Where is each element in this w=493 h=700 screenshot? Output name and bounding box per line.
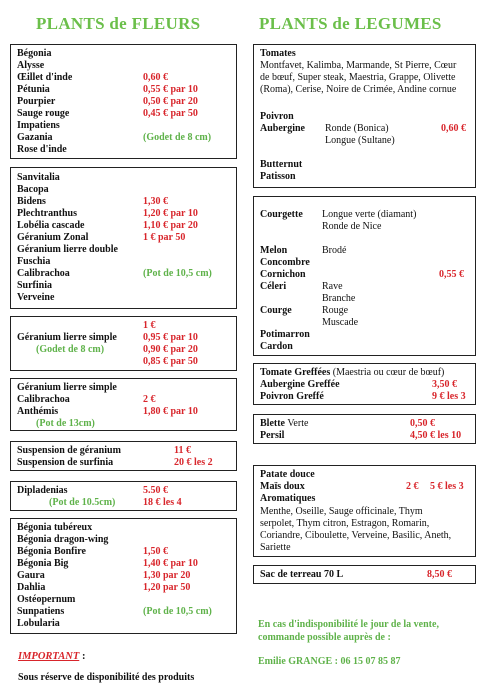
list-item: Patisson [260, 171, 296, 182]
box-terreau [253, 565, 476, 584]
list-item [260, 367, 444, 379]
box-fleurs-pot [10, 167, 237, 309]
price: 0,60 € [441, 123, 466, 134]
price: 1,80 € par 10 [143, 406, 198, 417]
list-item: Tomates [260, 48, 296, 59]
price: 1,20 € par 10 [143, 208, 198, 219]
price: 1,20 par 50 [143, 582, 191, 593]
header-legumes: PLANTS de LEGUMES [259, 14, 442, 33]
variety-line: Branche [322, 293, 356, 304]
price: 11 € [174, 445, 191, 456]
list-item: Sanvitalia [17, 172, 60, 183]
availability-disclaimer: Sous réserve de disponibilité des produits [18, 672, 195, 683]
list-item: Suspension de géranium [17, 445, 121, 456]
variety-line: Rave [322, 281, 343, 292]
list-item: Bégonia Big [17, 558, 69, 569]
variety-line: Longue (Sultane) [325, 135, 395, 146]
box-cucurbitacees [253, 196, 476, 356]
box-tomates [253, 44, 476, 188]
variety-line: (Maestria ou cœur de bœuf) [330, 367, 445, 378]
variety-line: Rouge [322, 305, 349, 316]
list-item: Bidens [17, 196, 46, 207]
list-item: Lobélia cascade [17, 220, 85, 231]
price: 20 € les 2 [174, 457, 213, 468]
list-item: Suspension de surfinia [17, 457, 114, 468]
variety-line: Montfavet, Kalimba, Marmande, St Pierre, Cœur [260, 60, 457, 71]
price: 1,30 € [143, 196, 168, 207]
box-suspensions [10, 441, 237, 471]
price: 0,85 € par 50 [143, 356, 198, 367]
variety-line: Ronde (Bonica) [325, 123, 389, 134]
list-item: Géranium Zonal [17, 232, 89, 243]
price: 5.50 € [143, 485, 168, 496]
list-item: Patate douce [260, 469, 315, 480]
box-aromatiques [253, 465, 476, 557]
list-item: Géranium lierre double [17, 244, 118, 255]
important-colon: : [82, 651, 86, 662]
list-item: Gaura [17, 570, 45, 581]
availability-note-line1: En cas d'indisponibilité le jour de la vente, [258, 619, 439, 630]
variety-line: (Roma), Cerise, Noire de Crimée, Andine cornue [260, 84, 457, 95]
list-item: Lobularia [17, 618, 60, 629]
price: 0,55 € [439, 269, 464, 280]
price: 18 € les 4 [143, 497, 182, 508]
price: 1,40 € par 10 [143, 558, 198, 569]
box-begonias [10, 518, 237, 634]
list-item [260, 418, 308, 430]
list-item: Aromatiques [260, 493, 316, 504]
price: 2 € [143, 394, 156, 405]
variety-line: Brodé [322, 245, 347, 256]
list-item: Aubergine [260, 123, 305, 134]
price: 0,60 € [143, 72, 168, 83]
contact-phone: Emilie GRANGE : 06 15 07 85 87 [258, 656, 401, 667]
pot-size-note: (Pot de 10,5 cm) [143, 606, 212, 617]
list-item: Dahlia [17, 582, 46, 593]
list-item: Surfinia [17, 280, 53, 291]
list-item: Courgette [260, 209, 303, 220]
list-item: Œillet d'inde [17, 72, 73, 83]
important-label: IMPORTANT [18, 651, 80, 662]
list-item: Poivron [260, 111, 294, 122]
list-item: Potimarron [260, 329, 310, 340]
list-item: Bégonia tubéreux [17, 522, 93, 533]
pot-size-note: (Godet de 8 cm) [143, 132, 212, 143]
list-item: Ostéopernum [17, 594, 76, 605]
list-item: Alysse [17, 60, 45, 71]
pot-size-note: (Pot de 10,5 cm) [143, 268, 212, 279]
list-item: Plechtranthus [17, 208, 77, 219]
header-fleurs: PLANTS de FLEURS [36, 14, 201, 33]
list-item: Pourpier [17, 96, 56, 107]
price: 0,50 € par 20 [143, 96, 198, 107]
list-item: Impatiens [17, 120, 60, 131]
variety-line: Longue verte (diamant) [322, 209, 417, 220]
pot-size-note: (Pot de 13cm) [36, 418, 95, 429]
list-item: Rose d'inde [17, 144, 67, 155]
list-item: Cardon [260, 341, 293, 352]
price: 5 € les 3 [430, 481, 464, 492]
box-blette-persil [253, 414, 476, 444]
price: 2 € [406, 481, 419, 492]
list-item: Maïs doux [260, 481, 305, 492]
list-item: Butternut [260, 159, 303, 170]
list-item: Gazania [17, 132, 53, 143]
price: 1,10 € par 20 [143, 220, 198, 231]
price: 0,90 € par 20 [143, 344, 198, 355]
box-fleurs-godet [10, 44, 237, 159]
list-item: Bégonia Bonfire [17, 546, 86, 557]
availability-note-line2: commande possible auprès de : [258, 632, 391, 643]
box-pot-13cm [10, 378, 237, 431]
price: 0,95 € par 10 [143, 332, 198, 343]
price: 1 € [143, 320, 156, 331]
price: 1 € par 50 [143, 232, 186, 243]
list-item: Pétunia [17, 84, 50, 95]
price: 1,30 par 20 [143, 570, 191, 581]
price: 0,50 € [410, 418, 435, 429]
box-geranium-lierre-godet [10, 316, 237, 371]
box-dipladenias [10, 481, 237, 511]
variety-line: Muscade [322, 317, 359, 328]
list-item: Melon [260, 245, 288, 256]
list-item: Calibrachoa [17, 268, 70, 279]
list-item: Dipladenias [17, 485, 68, 496]
list-item: Céleri [260, 281, 287, 292]
price: 4,50 € les 10 [410, 430, 462, 441]
list-item: Persil [260, 430, 285, 441]
variety-line: Ronde de Nice [322, 221, 382, 232]
price: 9 € les 3 [432, 391, 466, 402]
list-item: Concombre [260, 257, 310, 268]
variety-line: de bœuf, Super steak, Maestria, Grappe, Olivette [260, 72, 456, 83]
price: 0,55 € par 10 [143, 84, 198, 95]
list-item-label: Tomate Greffées [260, 367, 331, 378]
list-item: Aubergine Greffée [260, 379, 340, 390]
list-item: Cornichon [260, 269, 306, 280]
list-item: Géranium lierre simple [17, 382, 117, 393]
variety-line: Verte [285, 418, 309, 429]
price: 3,50 € [432, 379, 457, 390]
list-item: Bégonia [17, 48, 52, 59]
price: 1,50 € [143, 546, 168, 557]
list-item: Courge [260, 305, 292, 316]
herb-line: Sariette [260, 542, 291, 553]
list-item: Anthémis [17, 406, 59, 417]
list-item: Sauge rouge [17, 108, 70, 119]
list-item: Calibrachoa [17, 394, 70, 405]
list-item: Bégonia dragon-wing [17, 534, 109, 545]
list-item: Bacopa [17, 184, 49, 195]
pot-size-note: (Pot de 10.5cm) [49, 497, 116, 508]
list-item: Poivron Greffé [260, 391, 324, 402]
herb-line: serpolet, Thym citron, Estragon, Romarin, [260, 518, 430, 529]
list-item: Verveine [17, 292, 55, 303]
list-item: Sunpatiens [17, 606, 65, 617]
list-item: Fuschia [17, 256, 51, 267]
list-item: Sac de terreau 70 L [260, 569, 344, 580]
herb-line: Menthe, Oseille, Sauge officinale, Thym [260, 506, 423, 517]
price: 0,45 € par 50 [143, 108, 198, 119]
list-item: Géranium lierre simple [17, 332, 117, 343]
box-greffes [253, 363, 476, 405]
price: 8,50 € [427, 569, 452, 580]
herb-line: Coriandre, Ciboulette, Verveine, Basilic, Aneth, [260, 530, 452, 541]
pot-size-note: (Godet de 8 cm) [36, 344, 105, 355]
list-item-label: Blette [260, 418, 285, 429]
